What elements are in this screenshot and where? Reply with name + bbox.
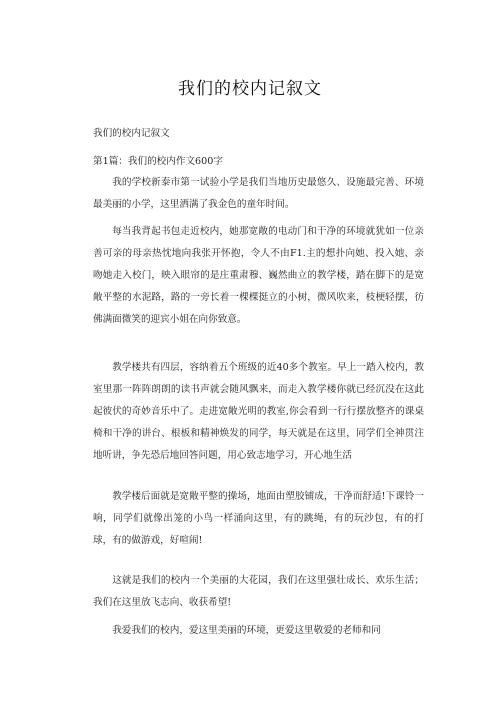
- document-title: 我们的校内记叙文: [178, 79, 322, 99]
- paragraph-2: 每当我背起书包走近校内，她那宽敞的电动门和干净的环境就犹如一位亲善可亲的母亲热忱地向我张开怀抱，令人不由F1.主的想扑向她、投入她、亲吻她走入校门，映入眼帘的是庄重肃穆、巍然曲立的教学楼，踏在脚下的是宽敞平整的水泥路，路的一旁长着一棵棵挺立的小树，微风吹来，枝梗轻摆，彷佛满面微笑的迎宾小姐在向你致意。: [93, 226, 424, 325]
- paragraph-4: 教学楼后面就是宽敞平整的操场，地面由塑胶铺成，干净而舒适!下课铃一响，同学们就像出笼的小鸟一样涌向这里，有的跳绳，有的玩沙包，有的打球，有的做游戏，好喧闹!: [93, 491, 424, 546]
- paragraph-1: 我的学校新泰市第一试验小学是我们当地历史最悠久、设施最完善、环境最美丽的小学，这里洒满了我金色的童年时间。: [93, 177, 424, 210]
- document-subtitle: 我们的校内记叙文: [93, 128, 170, 139]
- paragraph-6: 我爱我们的校内，爱这里美丽的环境，更爱这里敬爱的老师和同: [112, 625, 381, 636]
- chapter-heading: 第1篇：我们的校内作文600字: [93, 156, 223, 167]
- paragraph-5: 这就是我们的校内一个美丽的大花园，我们在这里强壮成长、欢乐生活；我们在这里放飞志向、收获希望!: [93, 575, 424, 608]
- paragraph-3: 教学楼共有四层，容纳着五个班级的近40多个教室。早上一踏入校内，教室里那一阵阵朗朗的读书声就会随风飘来，而走入教学楼你就已经沉没在这此起彼伏的奇妙音乐中了。走进宽敞光明的教室,你会看到一行行摆放整齐的课桌椅和干净的讲台、根板和精神焕发的同学，每天就是在这里，同学们全神贯注地听讲，争先恐后地回答问题，用心致志地学习，开心地生活: [93, 362, 424, 461]
